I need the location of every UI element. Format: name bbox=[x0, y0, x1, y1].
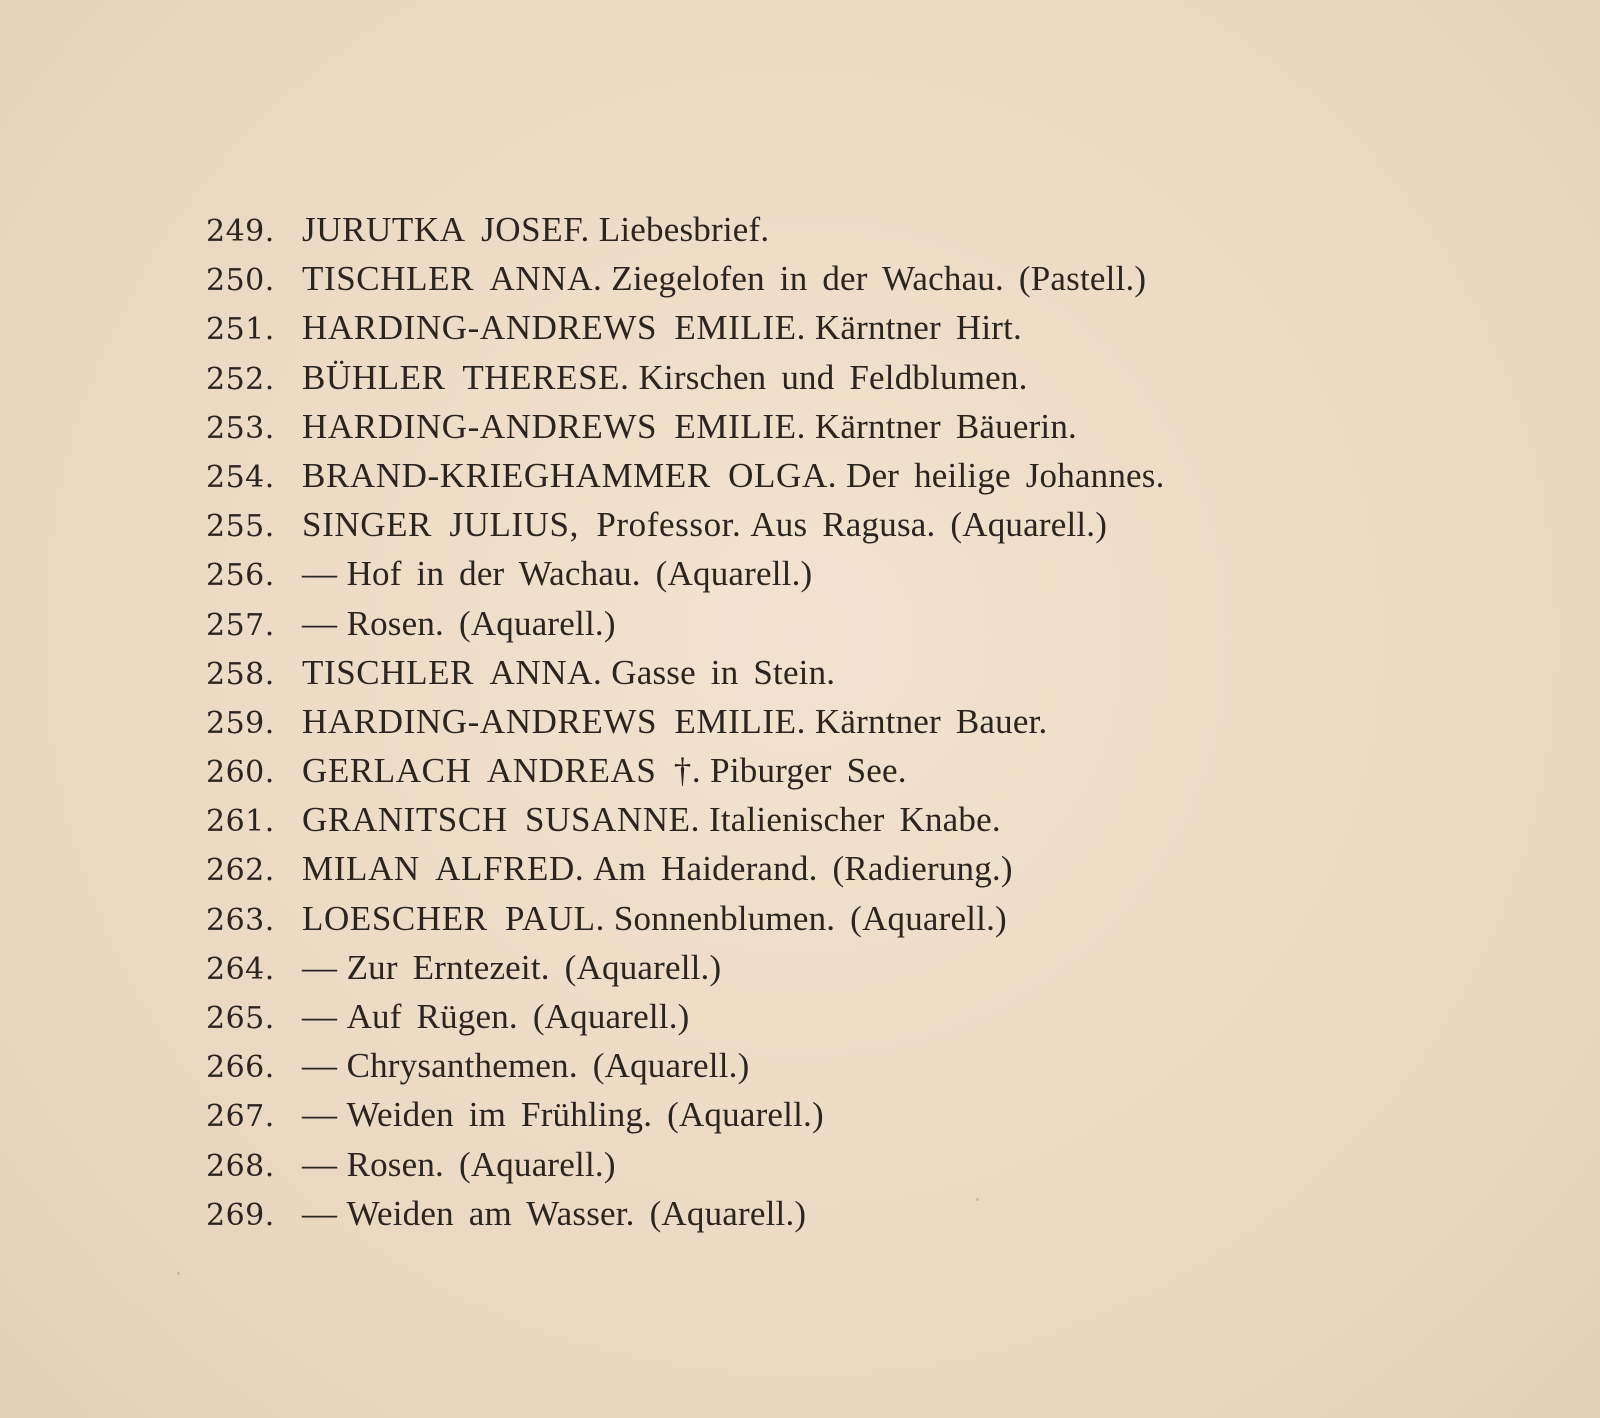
catalog-entry bbox=[206, 697, 1406, 746]
entry-number: 267. bbox=[206, 1099, 275, 1135]
entry-title: Der heilige Johannes. bbox=[846, 455, 1165, 495]
entry-title: Am Haiderand. (Radierung.) bbox=[593, 849, 1013, 889]
entry-title: Rosen. (Aquarell.) bbox=[346, 603, 616, 643]
paper-speck bbox=[976, 1198, 979, 1201]
catalog-entry bbox=[206, 1090, 1406, 1139]
entry-artist: MILAN ALFRED. bbox=[302, 849, 585, 889]
entry-number: 263. bbox=[206, 902, 275, 938]
entry-number: 262. bbox=[206, 853, 275, 889]
entry-title: Zur Erntezeit. (Aquarell.) bbox=[346, 947, 722, 987]
catalog-entry bbox=[206, 1189, 1406, 1238]
catalog-entry bbox=[206, 500, 1406, 549]
entry-title: Liebesbrief. bbox=[598, 210, 770, 249]
entry-number: 260. bbox=[206, 755, 275, 791]
entry-number: 256. bbox=[206, 558, 275, 594]
entry-artist: GRANITSCH SUSANNE. bbox=[302, 800, 701, 840]
catalog-entry bbox=[206, 844, 1406, 893]
catalog-entry bbox=[206, 353, 1406, 402]
catalog-entry bbox=[206, 1041, 1406, 1090]
entry-artist: — bbox=[302, 1046, 338, 1086]
entry-number: 269. bbox=[206, 1197, 275, 1233]
paper-speck bbox=[177, 1272, 180, 1275]
entry-artist: — bbox=[302, 554, 338, 594]
entry-number: 264. bbox=[206, 951, 275, 987]
entry-title: Aus Ragusa. (Aquarell.) bbox=[750, 505, 1108, 545]
catalog-entry bbox=[206, 451, 1406, 500]
catalog-entry bbox=[206, 943, 1406, 992]
catalog-entry bbox=[206, 402, 1406, 451]
entry-title: Sonnenblumen. (Aquarell.) bbox=[613, 898, 1007, 938]
entry-artist: TISCHLER ANNA. bbox=[302, 259, 603, 299]
entry-artist: TISCHLER ANNA. bbox=[302, 652, 603, 692]
entry-artist: — bbox=[302, 603, 338, 643]
entry-number: 255. bbox=[206, 509, 275, 545]
entry-title: Kärntner Bäuerin. bbox=[814, 406, 1077, 446]
catalog-entry bbox=[206, 894, 1406, 943]
entry-title: Rosen. (Aquarell.) bbox=[346, 1144, 616, 1184]
entry-artist: GERLACH ANDREAS †. bbox=[302, 751, 702, 791]
catalog-entry bbox=[206, 992, 1406, 1041]
entry-number: 250. bbox=[206, 263, 275, 299]
entry-number: 261. bbox=[206, 804, 275, 840]
entry-title: Auf Rügen. (Aquarell.) bbox=[346, 997, 690, 1036]
entry-title: Kärntner Hirt. bbox=[814, 308, 1022, 348]
catalog-entry bbox=[206, 549, 1406, 598]
entry-artist: — bbox=[302, 1193, 338, 1233]
catalog-entry bbox=[206, 205, 1406, 254]
entry-title: Gasse in Stein. bbox=[611, 652, 836, 692]
entry-number: 257. bbox=[206, 607, 275, 643]
entry-title: Italienischer Knabe. bbox=[708, 800, 1001, 840]
entry-title: Weiden am Wasser. (Aquarell.) bbox=[346, 1193, 807, 1233]
entry-number: 258. bbox=[206, 656, 275, 692]
entry-artist: HARDING-ANDREWS EMILIE. bbox=[302, 406, 806, 446]
entry-title: Kärntner Bauer. bbox=[814, 701, 1048, 741]
catalog-entry bbox=[206, 795, 1406, 844]
catalog-entry bbox=[206, 303, 1406, 352]
entry-number: 249. bbox=[206, 214, 275, 249]
entry-title: Hof in der Wachau. (Aquarell.) bbox=[346, 554, 813, 594]
entry-number: 253. bbox=[206, 410, 275, 446]
entry-title: Ziegelofen in der Wachau. (Pastell.) bbox=[611, 259, 1147, 299]
entry-number: 259. bbox=[206, 705, 275, 741]
entry-number: 254. bbox=[206, 459, 275, 495]
entry-artist: — bbox=[302, 1144, 338, 1184]
catalog-entry bbox=[206, 599, 1406, 648]
catalog-list bbox=[206, 205, 1406, 1238]
entry-number: 268. bbox=[206, 1148, 275, 1184]
entry-number: 252. bbox=[206, 361, 275, 397]
entry-number: 251. bbox=[206, 312, 275, 348]
entry-title: Piburger See. bbox=[710, 751, 907, 791]
entry-artist: HARDING-ANDREWS EMILIE. bbox=[302, 701, 806, 741]
entry-artist: — bbox=[302, 997, 338, 1036]
entry-artist: SINGER JULIUS, Professor. bbox=[302, 505, 742, 545]
catalog-entry bbox=[206, 254, 1406, 303]
entry-title: Chrysanthemen. (Aquarell.) bbox=[346, 1046, 750, 1086]
catalog-entry bbox=[206, 746, 1406, 795]
entry-title: Kirschen und Feldblumen. bbox=[638, 357, 1028, 397]
entry-artist: HARDING-ANDREWS EMILIE. bbox=[302, 308, 806, 348]
entry-artist: LOESCHER PAUL. bbox=[302, 898, 605, 938]
entry-title: Weiden im Frühling. (Aquarell.) bbox=[346, 1095, 824, 1135]
catalog-entry bbox=[206, 1140, 1406, 1189]
entry-artist: BÜHLER THERESE. bbox=[302, 357, 630, 397]
entry-number: 266. bbox=[206, 1050, 275, 1086]
entry-artist: JURUTKA JOSEF. bbox=[302, 210, 590, 249]
entry-artist: — bbox=[302, 1095, 338, 1135]
entry-artist: BRAND-KRIEGHAMMER OLGA. bbox=[302, 455, 838, 495]
entry-number: 265. bbox=[206, 1001, 275, 1036]
catalog-entry bbox=[206, 648, 1406, 697]
entry-artist: — bbox=[302, 947, 338, 987]
